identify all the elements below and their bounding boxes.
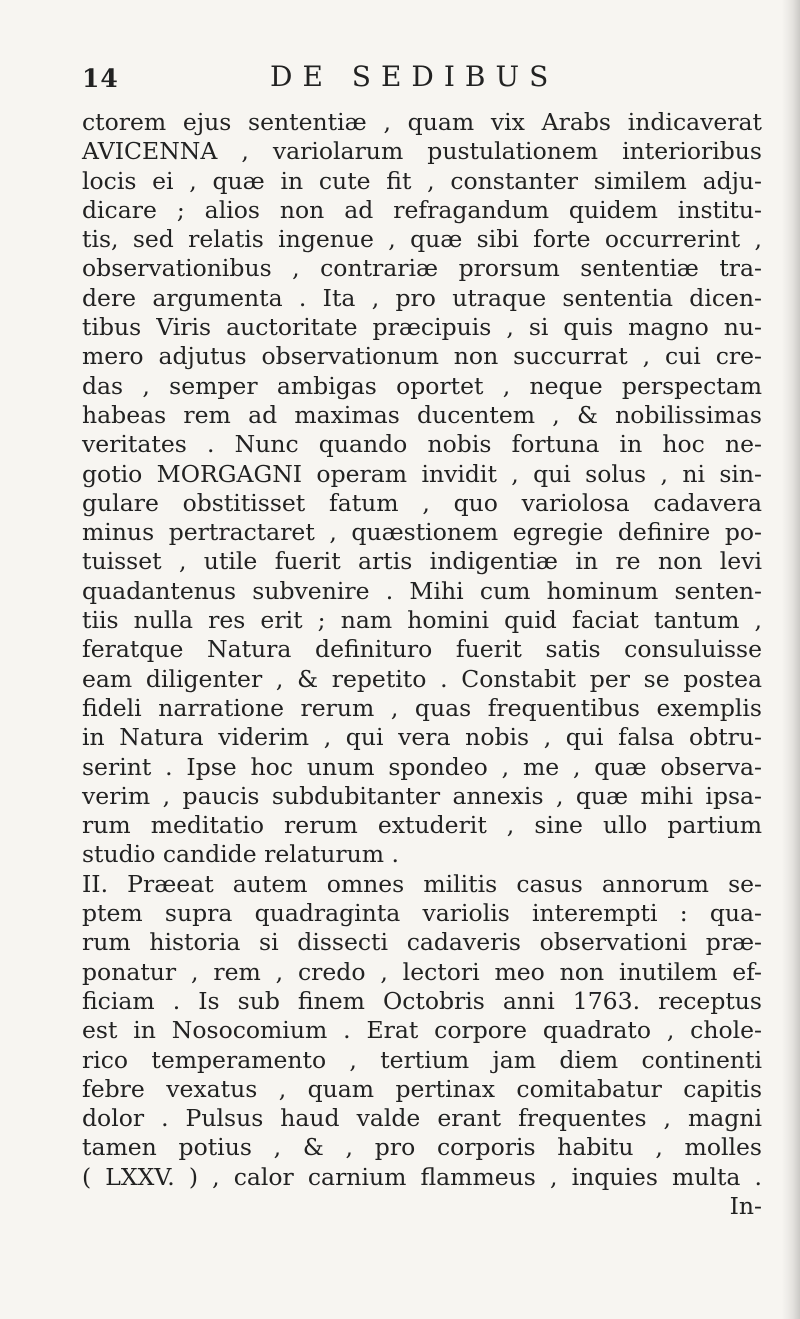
text-line: tamen potius , & , pro corporis habitu , molles <box>82 1133 762 1162</box>
text-line: rum meditatio rerum extuderit , sine ullo partium <box>82 811 762 840</box>
text-line: tiis nulla res erit ; nam homini quid faciat tantum , <box>82 606 762 635</box>
text-line: ponatur , rem , credo , lectori meo non inutilem ef- <box>82 957 762 986</box>
text-line: ptem supra quadraginta variolis interempti : qua- <box>82 899 762 928</box>
page-number: 14 <box>82 64 119 93</box>
text-line: locis ei , quæ in cute fit , constanter similem adju- <box>82 166 762 195</box>
catchword: In- <box>729 1191 762 1220</box>
text-line: rico temperamento , tertium jam diem continenti <box>82 1045 762 1074</box>
text-line: ctorem ejus sententiæ , quam vix Arabs indicaverat <box>82 108 762 136</box>
text-line: feratque Natura definituro fuerit satis consuluisse <box>82 635 762 664</box>
text-line: observationibus , contrariæ prorsum sententiæ tra- <box>82 254 762 283</box>
text-line: mero adjutus observationum non succurrat , cui cre- <box>82 342 762 371</box>
text-line: tis, sed relatis ingenue , quæ sibi forte occurrerint , <box>82 225 762 254</box>
text-line: tuisset , utile fuerit artis indigentiæ in re non levi <box>82 547 762 576</box>
text-line: veritates . Nunc quando nobis fortuna in hoc ne- <box>82 430 762 459</box>
text-line: II. Præeat autem omnes militis casus annorum se- <box>82 869 762 898</box>
text-line: minus pertractaret , quæstionem egregie definire po- <box>82 518 762 547</box>
text-line: serint . Ipse hoc unum spondeo , me , quæ observa- <box>82 752 762 781</box>
text-line: dolor . Pulsus haud valde erant frequentes , magni <box>82 1104 762 1133</box>
running-head <box>82 60 602 100</box>
body-text <box>82 108 762 1221</box>
text-line: habeas rem ad maximas ducentem , & nobilissimas <box>82 400 762 429</box>
text-line: gotio MORGAGNI operam invidit , qui solus , ni sin- <box>82 459 762 488</box>
text-line: dere argumenta . Ita , pro utraque sententia dicen- <box>82 283 762 312</box>
text-line: ( LXXV. ) , calor carnium flammeus , inquies multa . <box>82 1162 762 1191</box>
text-line: quadantenus subvenire . Mihi cum hominum senten- <box>82 576 762 605</box>
text-line: rum historia si dissecti cadaveris observationi præ- <box>82 928 762 957</box>
page-edge-shadow <box>782 0 800 1319</box>
text-line: ficiam . Is sub finem Octobris anni 1763. receptus <box>82 986 762 1015</box>
text-line: verim , paucis subdubitanter annexis , quæ mihi ipsa- <box>82 781 762 810</box>
text-line: fideli narratione rerum , quas frequentibus exemplis <box>82 693 762 722</box>
text-line: studio candide relaturum . <box>82 840 399 869</box>
text-line: gulare obstitisset fatum , quo variolosa cadavera <box>82 488 762 517</box>
text-line: AVICENNA , variolarum pustulationem interioribus <box>82 137 762 166</box>
header-title: DE SEDIBUS <box>270 60 559 93</box>
text-line: febre vexatus , quam pertinax comitabatur capitis <box>82 1074 762 1103</box>
text-line: das , semper ambigas oportet , neque perspectam <box>82 371 762 400</box>
text-line: est in Nosocomium . Erat corpore quadrato , chole- <box>82 1016 762 1045</box>
text-line: dicare ; alios non ad refragandum quidem institu- <box>82 195 762 224</box>
text-line: eam diligenter , & repetito . Constabit per se postea <box>82 664 762 693</box>
text-line: tibus Viris auctoritate præcipuis , si quis magno nu- <box>82 313 762 342</box>
text-line: in Natura viderim , qui vera nobis , qui falsa obtru- <box>82 723 762 752</box>
